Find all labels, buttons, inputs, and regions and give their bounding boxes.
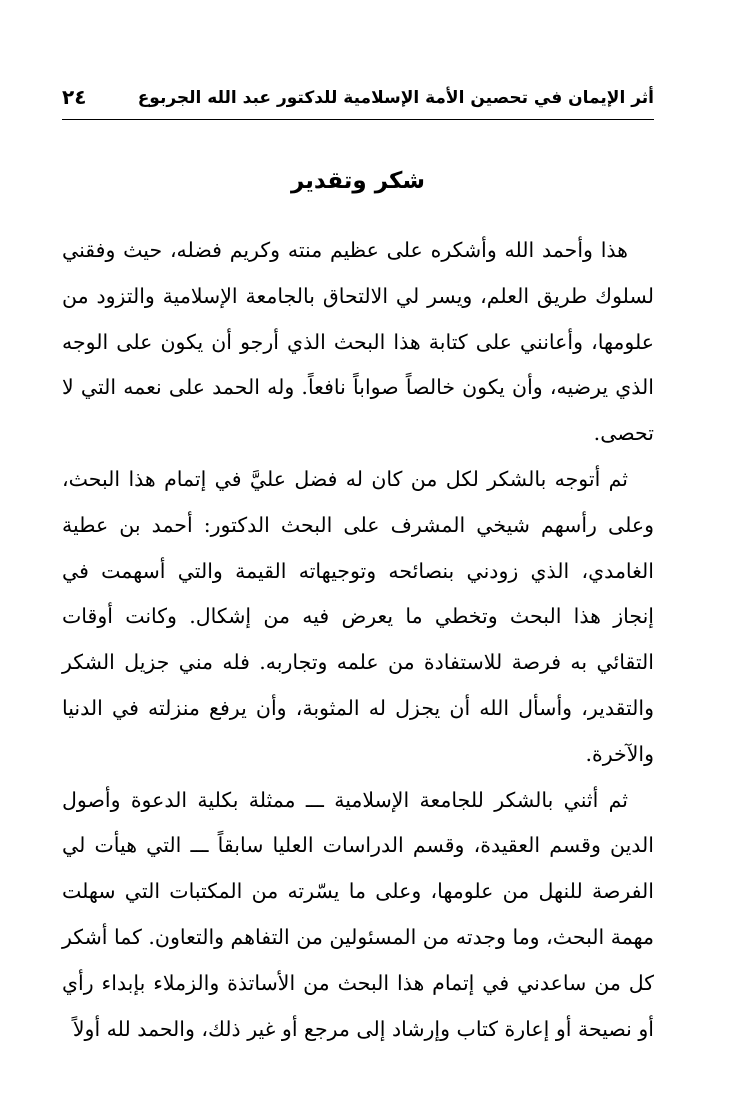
running-header-title: أثر الإيمان في تحصين الأمة الإسلامية للدكتور عبد الله الجربوع <box>137 88 654 108</box>
paragraph-2: ثم أتوجه بالشكر لكل من كان له فضل عليَّ في إتمام هذا البحث، وعلى رأسهم شيخي المشرف على البحث الدكتور: أحمد بن عطية الغامدي، الذي زودني بنصائحه وتوجيهاته القيمة والتي أسهمت في إنجاز هذا البحث وتخطي ما يعرض فيه من إشكال. وكانت أوقات التقائي به فرصة للاستفادة من علمه وتجاربه. فله مني جزيل الشكر والتقدير، وأسأل الله أن يجزل له المثوبة، وأن يرفع منزلته في الدنيا والآخرة. <box>62 466 654 766</box>
running-header <box>62 86 654 116</box>
section-title: شكر وتقدير <box>290 168 426 194</box>
paragraph-3: ثم أثني بالشكر للجامعة الإسلامية ـــ ممثلة بكلية الدعوة وأصول الدين وقسم العقيدة، وقسم الدراسات العليا سابقاً ـــ التي هيأت لي الفرصة للنهل من علومها، وعلى ما يسّرته من المكتبات التي سهلت مهمة البحث، وما وجدته من المسئولين من التفاهم والتعاون. كما أشكر كل من ساعدني في إتمام هذا البحث من الأساتذة والزملاء بإبداء رأي أو نصيحة أو إعارة كتاب وإرشاد إلى مرجع أو غير ذلك، والحمد لله أولاً <box>62 787 654 1041</box>
page-number: ٢٤ <box>62 85 87 109</box>
paragraph-1: هذا وأحمد الله وأشكره على عظيم منته وكريم فضله، حيث وفقني لسلوك طريق العلم، ويسر لي الالتحاق بالجامعة الإسلامية والتزود من علومها، وأعانني على كتابة هذا البحث الذي أرجو أن يكون على الوجه الذي يرضيه، وأن يكون خالصاً صواباً نافعاً. وله الحمد على نعمه التي لا تحصى. <box>62 238 654 446</box>
header-divider <box>62 119 654 120</box>
body-text <box>62 228 654 1052</box>
